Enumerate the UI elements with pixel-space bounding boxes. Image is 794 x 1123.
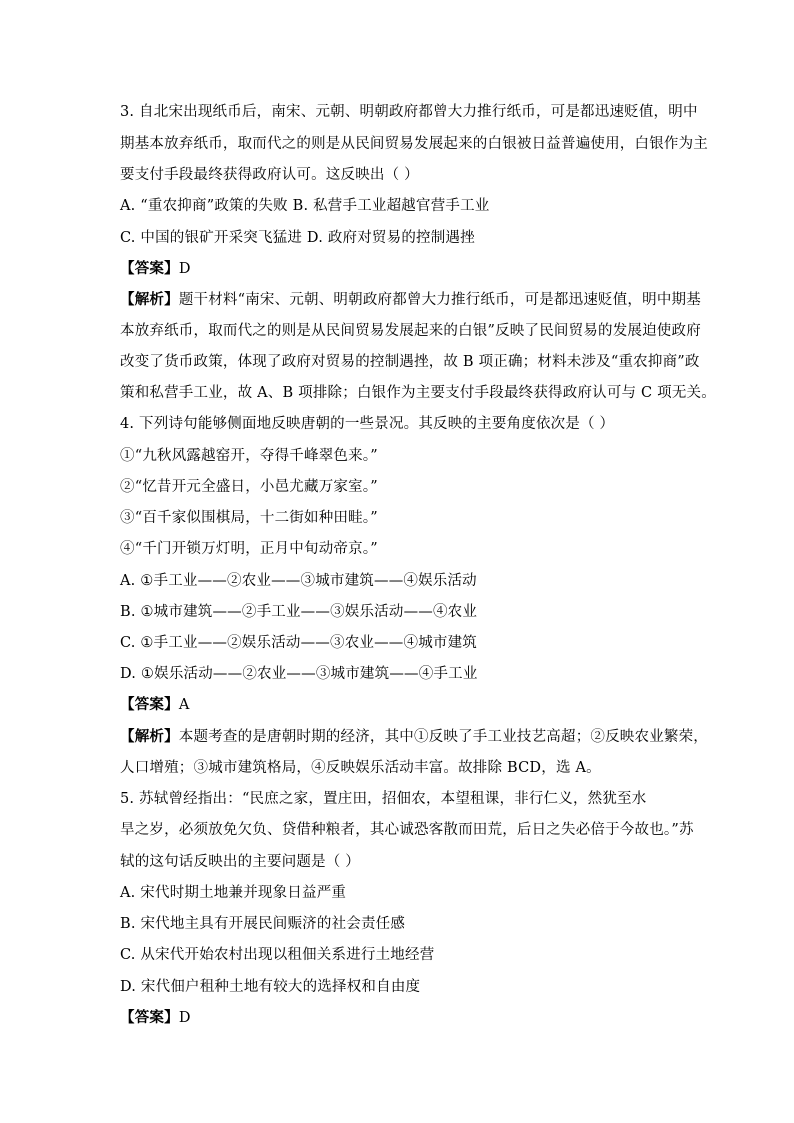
- q5-option-d: D. 宋代佃户租种土地有较大的选择权和自由度: [120, 979, 421, 995]
- q4-analysis-tag: 【解析】: [120, 728, 179, 745]
- q4-answer-line: [120, 695, 680, 715]
- q4-analysis-line-2: 人口增殖；③城市建筑格局，④反映娱乐活动丰富。故排除 BCD，选 A。: [120, 760, 601, 776]
- q4-analysis-line-1: [120, 727, 709, 747]
- q3-answer-line: [120, 259, 680, 279]
- q3-option-ab: A. “重农抑商”政策的失败 B. 私营手工业超越官营手工业: [120, 198, 490, 214]
- q5-answer-line: [120, 1008, 680, 1028]
- q3-analysis-line-3: 改变了货币政策，体现了政府对贸易的控制遇挫，故 B 项正确；材料未涉及“重农抑商”政: [120, 354, 700, 370]
- q4-option-c: C. ①手工业——②娱乐活动——③农业——④城市建筑: [120, 635, 477, 651]
- q3-answer-value: D: [178, 261, 191, 277]
- q3-analysis-line-1: [120, 290, 701, 310]
- q5-answer-value: D: [178, 1010, 191, 1026]
- q5-answer-tag: 【答案】: [120, 1009, 179, 1026]
- q4-analysis-text-1: 本题考查的是唐朝时期的经济，其中①反映了手工业技艺高超；②反映农业繁荣，: [178, 729, 709, 745]
- q3-analysis-text-1: 题干材料“南宋、元朝、明朝政府都曾大力推行纸币，可是都迅速贬值，明中期基: [178, 292, 701, 308]
- q4-poem-1: ①“九秋风露越窑开，夺得千峰翠色来。”: [120, 448, 378, 464]
- q3-answer-tag: 【答案】: [120, 260, 179, 277]
- q3-option-cd: C. 中国的银矿开采突飞猛进 D. 政府对贸易的控制遇挫: [120, 230, 475, 246]
- q4-poem-4: ④“千门开锁万灯明，正月中旬动帝京。”: [120, 541, 378, 557]
- q3-analysis-line-4: 策和私营手工业，故 A、B 项排除；白银作为主要支付手段最终获得政府认可与 C 项无关。: [120, 385, 716, 401]
- q4-answer-value: A: [178, 697, 190, 713]
- q4-poem-3: ③“百千家似围棋局，十二街如种田畦。”: [120, 510, 378, 526]
- q5-stem-line-2: 旱之岁，必须放免欠负、贷借种粮者，其心诚恐客散而田荒，后日之失必倍于今故也。”苏: [120, 822, 694, 838]
- q5-option-b: B. 宋代地主具有开展民间赈济的社会责任感: [120, 916, 406, 932]
- q5-option-a: A. 宋代时期土地兼并现象日益严重: [120, 885, 347, 901]
- q3-analysis-line-2: 本放弃纸币，取而代之的则是从民间贸易发展起来的白银”反映了民间贸易的发展迫使政府: [120, 323, 701, 339]
- q4-stem: 4. 下列诗句能够侧面地反映唐朝的一些景况。其反映的主要角度依次是（ ）: [120, 416, 615, 432]
- q3-stem-line-3: 要支付手段最终获得政府认可。这反映出（ ）: [120, 167, 419, 183]
- q5-option-c: C. 从宋代开始农村出现以租佃关系进行土地经营: [120, 947, 435, 963]
- q4-poem-2: ②“忆昔开元全盛日，小邑尤藏万家室。”: [120, 479, 378, 495]
- q4-option-b: B. ①城市建筑——②手工业——③娱乐活动——④农业: [120, 604, 478, 620]
- q4-option-d: D. ①娱乐活动——②农业——③城市建筑——④手工业: [120, 666, 478, 682]
- q3-stem-line-2: 期基本放弃纸币，取而代之的则是从民间贸易发展起来的白银被日益普遍使用，白银作为主: [120, 136, 708, 152]
- q4-answer-tag: 【答案】: [120, 696, 179, 713]
- q4-option-a: A. ①手工业——②农业——③城市建筑——④娱乐活动: [120, 573, 477, 589]
- q3-stem-line-1: 3. 自北宋出现纸币后，南宋、元朝、明朝政府都曾大力推行纸币，可是都迅速贬值，明中: [120, 104, 698, 120]
- q3-analysis-tag: 【解析】: [120, 291, 179, 308]
- q5-stem-line-1: 5. 苏轼曾经指出：“民庶之家，置庄田，招佃农，本望租课，非行仁义，然犹至水: [120, 791, 647, 807]
- q5-stem-line-3: 轼的这句话反映出的主要问题是（ ）: [120, 854, 361, 870]
